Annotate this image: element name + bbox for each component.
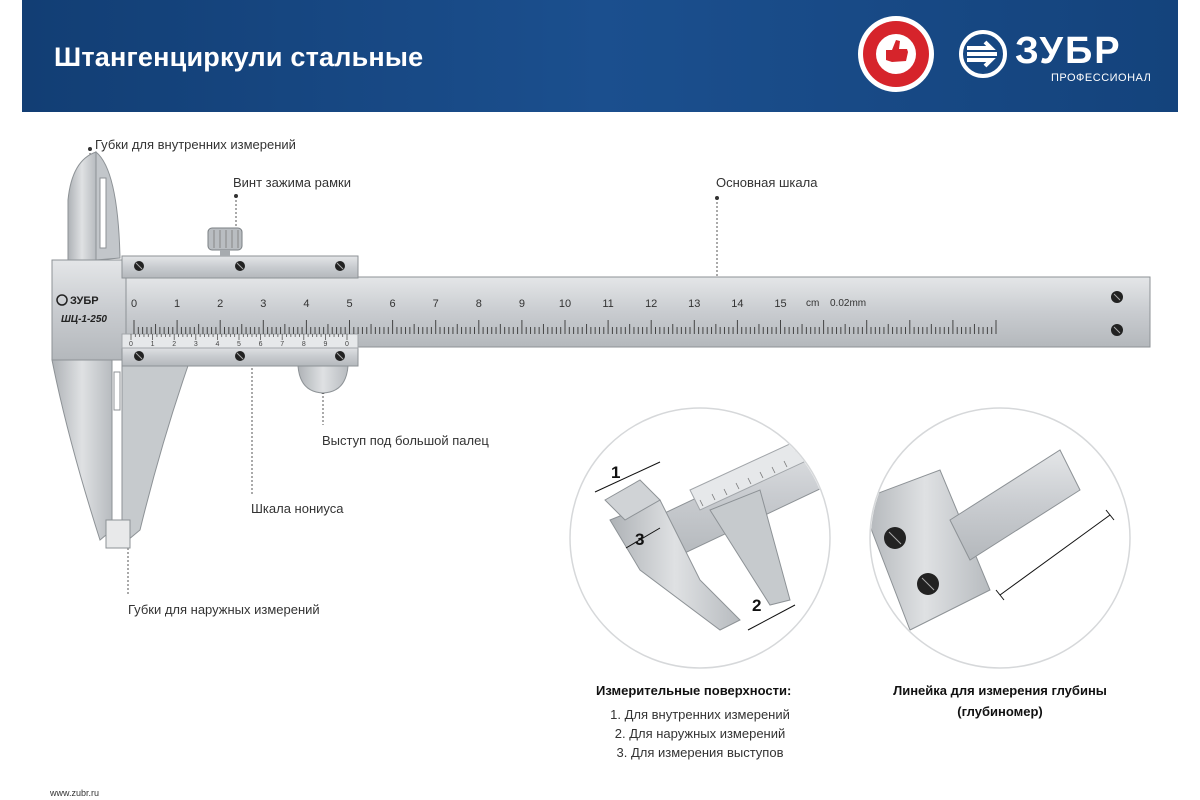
outer-jaw-fixed — [52, 360, 112, 540]
callout-lock-screw: Винт зажима рамки — [233, 175, 351, 190]
vernier-number: 4 — [215, 341, 220, 348]
head-brand: ЗУБР — [70, 295, 99, 307]
lock-screw — [208, 228, 242, 250]
vernier-number: 0 — [129, 341, 133, 348]
marker-1: 1 — [611, 463, 621, 482]
main-scale-number: 1 — [174, 298, 181, 310]
main-scale-number: 11 — [602, 298, 614, 310]
callout-vernier: Шкала нониуса — [251, 501, 344, 516]
fixed-head — [52, 260, 126, 360]
vernier-number: 3 — [193, 341, 198, 348]
brand-name: ЗУБР — [1015, 30, 1122, 72]
vernier-number: 0 — [345, 341, 349, 348]
caption-depth-line2: (глубиномер) — [957, 704, 1043, 719]
page-title: Штангенциркули стальные — [54, 42, 424, 72]
caption-item-3: 3. Для измерения выступов — [616, 745, 784, 760]
inner-jaw-fixed — [68, 152, 96, 260]
vernier-number: 6 — [258, 341, 263, 348]
main-scale-number: 13 — [688, 298, 701, 310]
callout-main-scale: Основная шкала — [716, 175, 818, 190]
brand-subtitle: ПРОФЕССИОНАЛ — [1051, 72, 1152, 84]
vernier-number: 7 — [280, 341, 285, 348]
vernier-number: 8 — [301, 341, 306, 348]
main-scale-number: 9 — [518, 298, 525, 310]
main-scale-number: 12 — [645, 298, 658, 310]
marker-2: 2 — [752, 596, 762, 615]
unit-mark: cm — [806, 298, 820, 309]
marker-3: 3 — [635, 530, 645, 549]
vernier-number: 5 — [237, 341, 241, 348]
main-scale-number: 6 — [389, 298, 396, 310]
vernier-number: 2 — [172, 341, 177, 348]
caption-item-2: 2. Для наружных измерений — [614, 726, 786, 741]
vernier-number: 1 — [150, 341, 155, 348]
main-scale-ticks — [134, 320, 996, 334]
main-scale-number: 4 — [303, 298, 310, 310]
callout-thumb-rest: Выступ под большой палец — [322, 433, 489, 448]
main-scale-number: 10 — [558, 298, 572, 310]
callout-inner-jaws: Губки для внутренних измерений — [95, 137, 296, 152]
footer-url: www.zubr.ru — [50, 788, 100, 798]
main-scale-number: 8 — [475, 298, 482, 310]
caption-surfaces-title: Измерительные поверхности: — [596, 683, 792, 698]
caption-depth-line1: Линейка для измерения глубины — [893, 683, 1107, 698]
main-scale-number: 7 — [432, 298, 439, 310]
main-scale-number: 3 — [260, 298, 267, 310]
main-scale-number: 0 — [130, 298, 138, 310]
caption-item-1: 1. Для внутренних измерений — [610, 707, 790, 722]
callout-outer-jaws: Губки для наружных измерений — [128, 602, 320, 617]
outer-jaw-moving — [122, 360, 190, 545]
main-scale-number: 2 — [217, 298, 224, 310]
main-scale-number: 15 — [774, 298, 787, 310]
resolution-mark: 0.02mm — [830, 298, 867, 309]
main-scale-number: 5 — [346, 298, 353, 310]
vernier-number: 9 — [323, 341, 328, 348]
main-scale-number: 14 — [731, 298, 744, 310]
thumb-rest — [298, 366, 348, 393]
model-label: ШЦ-1-250 — [61, 314, 107, 325]
